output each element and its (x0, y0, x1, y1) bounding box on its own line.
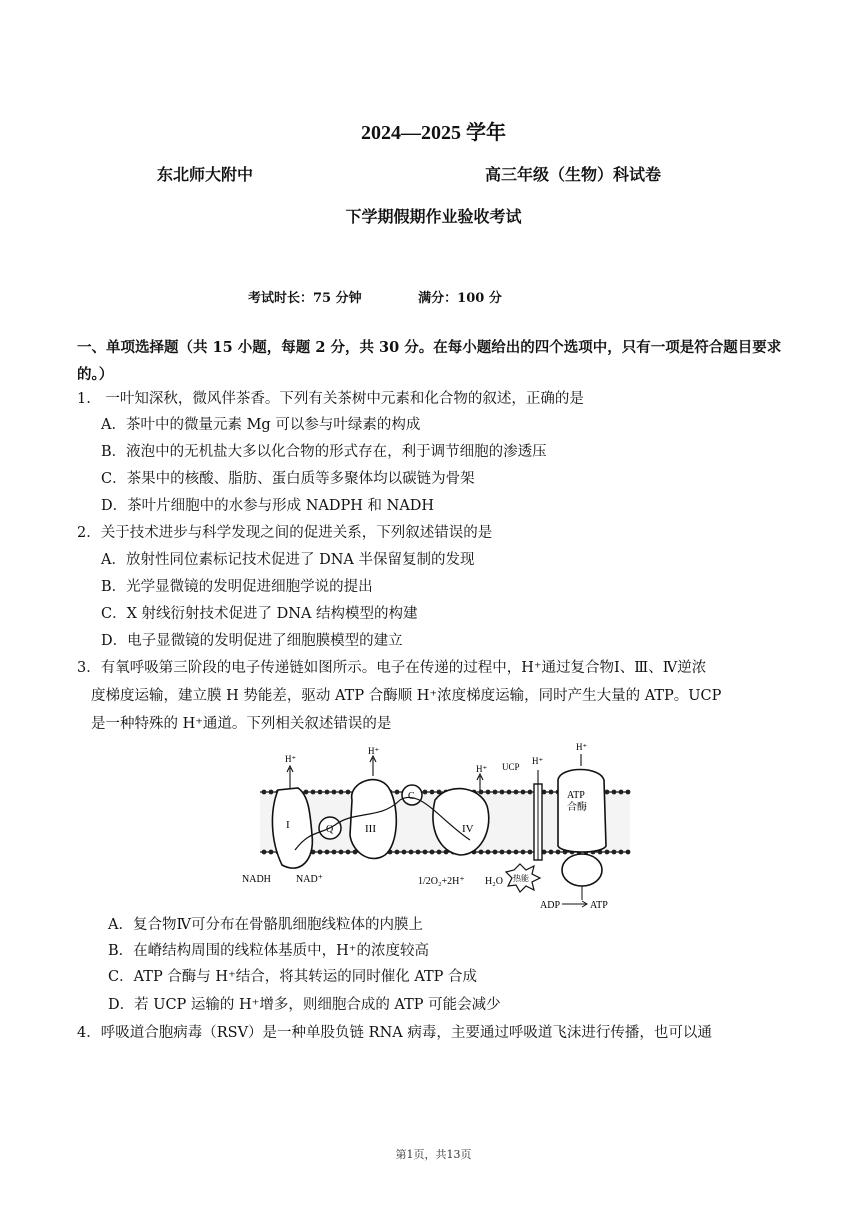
question-3-option-b: B．在嵴结构周围的线粒体基质中，H⁺的浓度较高 (108, 943, 429, 959)
lipid-head (395, 790, 400, 795)
question-2-option-b: B．光学显微镜的发明促进细胞学说的提出 (101, 579, 373, 595)
question-3-stem-line-1: 3．有氧呼吸第三阶段的电子传递链如图所示。电子在传递的过程中，H⁺通过复合物Ⅰ、Ⅲ、Ⅳ逆浓 (77, 660, 707, 676)
water-label: H₂O (485, 876, 503, 887)
exam-duration: 考试时长：75 分钟 (248, 291, 362, 306)
question-2-option-a: A．放射性同位素标记技术促进了 DNA 半保留复制的发现 (101, 552, 475, 568)
question-3-option-c: C．ATP 合酶与 H⁺结合，将其转运的同时催化 ATP 合成 (108, 969, 478, 985)
lipid-head (514, 850, 519, 855)
lipid-head (521, 790, 526, 795)
lipid-head (437, 850, 442, 855)
lipid-head (402, 850, 407, 855)
h-plus-label-3: H⁺ (476, 764, 488, 774)
question-1-option-c: C．茶果中的核酸、脂肪、蛋白质等多聚体均以碳链为骨架 (101, 471, 475, 487)
section-heading: 一、单项选择题（共 15 小题，每题 2 分，共 30 分。在每小题给出的四个选项中，只有一项是符合题目要求的。） (77, 339, 782, 383)
lipid-head (346, 850, 351, 855)
question-1-option-b: B．液泡中的无机盐大多以化合物的形式存在，利于调节细胞的渗透压 (101, 444, 547, 460)
full-score: 满分：100 分 (418, 291, 502, 306)
lipid-head (549, 850, 554, 855)
lipid-head (486, 790, 491, 795)
lipid-head (500, 790, 505, 795)
lipid-head (493, 790, 498, 795)
lipid-head (605, 790, 610, 795)
lipid-head (479, 850, 484, 855)
lipid-head (507, 850, 512, 855)
adp-label: ADP (540, 900, 561, 911)
atp-synthase-head (562, 854, 602, 886)
lipid-head (626, 790, 631, 795)
lipid-head (416, 850, 421, 855)
nad-label: NAD⁺ (296, 874, 323, 885)
lipid-head (269, 790, 274, 795)
question-1-option-d: D．茶叶片细胞中的水参与形成 NADPH 和 NADH (101, 498, 435, 514)
question-3-option-a: A．复合物Ⅳ可分布在骨骼肌细胞线粒体的内膜上 (108, 917, 423, 933)
lipid-head (528, 790, 533, 795)
lipid-head (262, 850, 267, 855)
lipid-head (430, 790, 435, 795)
nadh-label: NADH (242, 874, 271, 885)
lipid-head (423, 790, 428, 795)
lipid-head (486, 850, 491, 855)
lipid-head (612, 790, 617, 795)
lipid-head (269, 850, 274, 855)
lipid-head (605, 850, 610, 855)
lipid-head (332, 850, 337, 855)
h-plus-label-2: H⁺ (368, 746, 380, 756)
question-2-option-c: C．X 射线衍射技术促进了 DNA 结构模型的构建 (101, 606, 418, 622)
complex-3-shape (350, 780, 396, 859)
question-2-option-d: D．电子显微镜的发明促进了细胞膜模型的建立 (101, 633, 403, 649)
lipid-head (521, 850, 526, 855)
lipid-head (612, 850, 617, 855)
complex-1-label: I (286, 819, 290, 831)
lipid-head (619, 790, 624, 795)
lipid-head (500, 850, 505, 855)
lipid-head (423, 850, 428, 855)
lipid-head (430, 850, 435, 855)
heat-label: 热能 (513, 874, 529, 883)
lipid-head (318, 850, 323, 855)
question-1-stem: 1. 一叶知深秋，微风伴茶香。下列有关茶树中元素和化合物的叙述，正确的是 (77, 391, 584, 407)
lipid-head (325, 790, 330, 795)
lipid-head (325, 850, 330, 855)
h-plus-label-5: H⁺ (576, 742, 588, 752)
carrier-q-label: Q (326, 824, 334, 835)
lipid-head (619, 850, 624, 855)
question-3-stem-line-2: 度梯度运输，建立膜 H 势能差，驱动 ATP 合酶顺 H⁺浓度梯度运输，同时产生大量的 ATP。UCP (91, 688, 722, 704)
h-plus-label-1: H⁺ (285, 754, 297, 764)
h-plus-label-4: H⁺ (532, 756, 544, 766)
lipid-head (318, 790, 323, 795)
question-3-stem-line-3: 是一种特殊的 H⁺通道。下列相关叙述错误的是 (91, 716, 392, 732)
school-name: 东北师大附中 (157, 165, 254, 184)
lipid-head (626, 850, 631, 855)
lipid-head (409, 850, 414, 855)
atp-label: ATP (590, 900, 608, 911)
ucp-label: UCP (502, 762, 520, 772)
oxygen-reaction-label: 1/2O₂+2H⁺ (418, 876, 465, 887)
lipid-head (493, 850, 498, 855)
exam-name: 下学期假期作业验收考试 (345, 207, 522, 226)
question-1-option-a: A．茶叶中的微量元素 Mg 可以参与叶绿素的构成 (101, 417, 421, 433)
exam-year-title: 2024—2025 学年 (361, 122, 506, 144)
lipid-head (311, 790, 316, 795)
page-number: 第1页，共13页 (395, 1148, 472, 1161)
question-3-option-d: D．若 UCP 运输的 H⁺增多，则细胞合成的 ATP 可能会减少 (108, 997, 501, 1013)
lipid-head (346, 790, 351, 795)
electron-transport-chain-figure (240, 740, 640, 912)
lipid-head (514, 790, 519, 795)
grade-subject: 高三年级（生物）科试卷 (485, 165, 662, 184)
complex-1-shape (272, 788, 312, 868)
lipid-head (507, 790, 512, 795)
question-4-stem: 4．呼吸道合胞病毒（RSV）是一种单股负链 RNA 病毒，主要通过呼吸道飞沫进行传播，也可以通 (77, 1025, 712, 1041)
complex-4-shape (433, 789, 489, 855)
lipid-head (528, 850, 533, 855)
lipid-head (395, 850, 400, 855)
lipid-head (556, 850, 561, 855)
lipid-head (339, 790, 344, 795)
lipid-head (479, 790, 484, 795)
lipid-head (332, 790, 337, 795)
atp-synthase-label: ATP 合酶 (567, 790, 587, 813)
lipid-head (262, 790, 267, 795)
complex-4-label: IV (462, 823, 474, 835)
complex-3-label: III (365, 823, 376, 835)
lipid-head (549, 790, 554, 795)
exam-meta (248, 287, 502, 306)
lipid-head (339, 850, 344, 855)
question-2-stem: 2．关于技术进步与科学发现之间的促进关系，下列叙述错误的是 (77, 525, 493, 541)
carrier-c-label: C (408, 791, 415, 802)
